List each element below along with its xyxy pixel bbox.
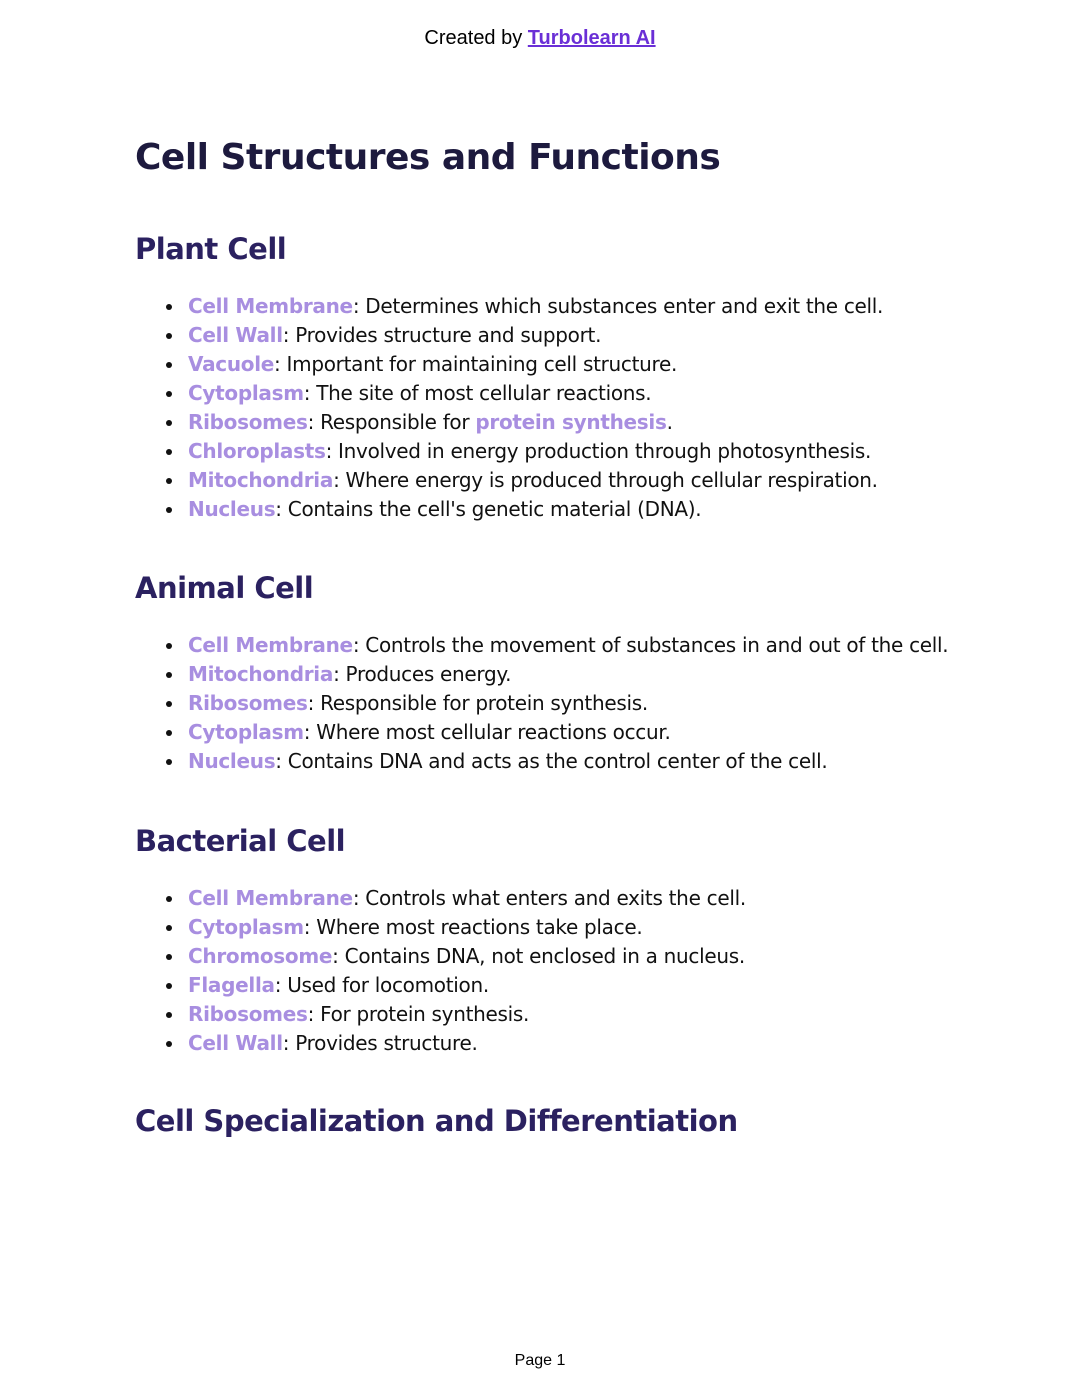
- description: : Provides structure and support.: [282, 323, 602, 347]
- term: Cell Wall: [188, 1031, 283, 1055]
- description: : Responsible for: [307, 410, 476, 434]
- turbolearn-link[interactable]: Turbolearn AI: [527, 27, 656, 49]
- section-heading-animal-cell: Animal Cell: [135, 571, 314, 605]
- term: Cytoplasm: [188, 381, 304, 405]
- list-item: [188, 689, 948, 718]
- list-item: [188, 350, 883, 379]
- term: Mitochondria: [188, 662, 334, 686]
- description: : Where energy is produced through cellular respiration.: [333, 468, 878, 492]
- list-item: [188, 321, 883, 350]
- term: Cytoplasm: [188, 720, 304, 744]
- description: : Controls what enters and exits the cell.: [352, 886, 746, 910]
- header-prefix: Created by: [424, 27, 528, 49]
- page-number: Page 1: [514, 1352, 566, 1369]
- description: : Involved in energy production through photosynthesis.: [325, 439, 872, 463]
- section-heading-plant-cell: Plant Cell: [135, 232, 287, 266]
- list-item: [188, 718, 948, 747]
- description: : Determines which substances enter and exit the cell.: [352, 294, 884, 318]
- list-item: [188, 292, 883, 321]
- list-item: [188, 437, 883, 466]
- term: Vacuole: [188, 352, 275, 376]
- description-end: .: [666, 410, 673, 434]
- description: : Controls the movement of substances in and out of the cell.: [352, 633, 949, 657]
- term-inline: protein synthesis: [475, 410, 667, 434]
- list-item: [188, 495, 883, 524]
- description: : Where most cellular reactions occur.: [303, 720, 671, 744]
- page-header: [0, 26, 1080, 50]
- description: : Contains DNA, not enclosed in a nucleus.: [332, 944, 745, 968]
- term: Ribosomes: [188, 691, 308, 715]
- term: Chloroplasts: [188, 439, 326, 463]
- list-item: [188, 942, 746, 971]
- description: : Produces energy.: [333, 662, 512, 686]
- plant-cell-list: [135, 292, 883, 524]
- description: : Contains DNA and acts as the control center of the cell.: [275, 749, 828, 773]
- bacterial-cell-list: [135, 884, 746, 1058]
- section-heading-cell-specialization: Cell Specialization and Differentiation: [135, 1104, 738, 1138]
- term: Ribosomes: [188, 410, 308, 434]
- description: : Used for locomotion.: [274, 973, 489, 997]
- term: Cell Membrane: [188, 294, 353, 318]
- list-item: [188, 466, 883, 495]
- description: : Where most reactions take place.: [303, 915, 643, 939]
- term: Nucleus: [188, 749, 276, 773]
- list-item: [188, 1000, 746, 1029]
- term: Cell Wall: [188, 323, 283, 347]
- term: Cell Membrane: [188, 886, 353, 910]
- description: : Contains the cell's genetic material (DNA).: [275, 497, 702, 521]
- description: : The site of most cellular reactions.: [303, 381, 652, 405]
- term: Nucleus: [188, 497, 276, 521]
- term: Chromosome: [188, 944, 333, 968]
- list-item: [188, 1029, 746, 1058]
- list-item: [188, 379, 883, 408]
- term: Ribosomes: [188, 1002, 308, 1026]
- list-item: [188, 631, 948, 660]
- term: Cell Membrane: [188, 633, 353, 657]
- description: : Responsible for protein synthesis.: [307, 691, 648, 715]
- description: : Important for maintaining cell structure.: [274, 352, 678, 376]
- list-item: [188, 884, 746, 913]
- list-item: [188, 913, 746, 942]
- list-item: [188, 408, 883, 437]
- page-title: Cell Structures and Functions: [135, 137, 721, 178]
- animal-cell-list: [135, 631, 948, 776]
- section-heading-bacterial-cell: Bacterial Cell: [135, 824, 346, 858]
- list-item: [188, 660, 948, 689]
- list-item: [188, 971, 746, 1000]
- term: Mitochondria: [188, 468, 334, 492]
- description: : For protein synthesis.: [307, 1002, 530, 1026]
- list-item: [188, 747, 948, 776]
- term: Flagella: [188, 973, 275, 997]
- term: Cytoplasm: [188, 915, 304, 939]
- description: : Provides structure.: [282, 1031, 478, 1055]
